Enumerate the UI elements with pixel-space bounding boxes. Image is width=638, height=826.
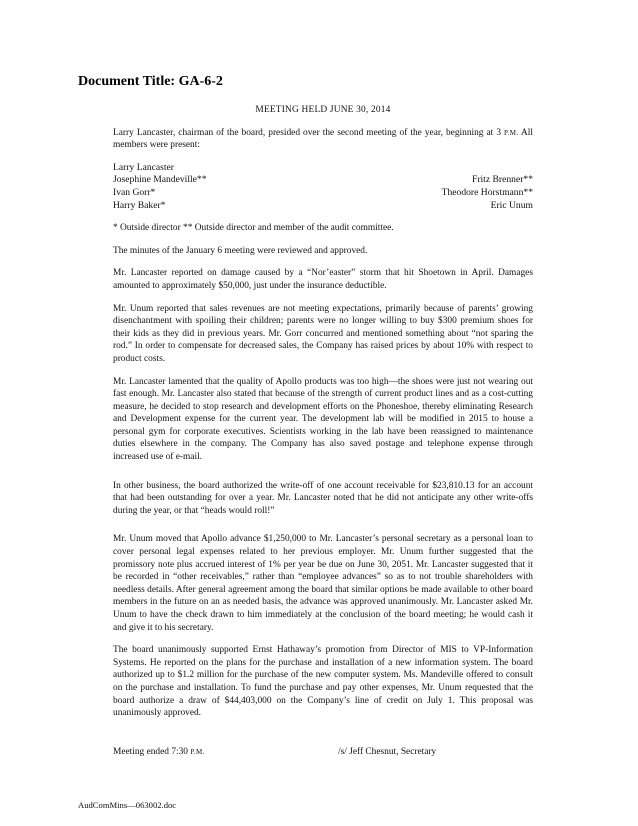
attendee-left: Ivan Gorr* [113, 186, 156, 198]
attendee-row [113, 174, 533, 187]
document-body [113, 104, 533, 758]
paragraph-sales-revenue: Mr. Unum reported that sales revenues are not meeting expectations, primarily because of parents’ growing disenchantment with spoiling their children; parents were no longer willing to buy $300 premium shoes for their kids as they did in previous years. Mr. Gorr concurred and mentioned something about “not sparing the rod.” In order to compensate for decreased sales, the Company has raised prices by about 10% with respect to product costs. [113, 303, 533, 364]
paragraph-information-system: The board unanimously supported Ernst Hathaway’s promotion from Director of MIS to VP-Information Systems. He reported on the plans for the purchase and installation of a new information system. The board authorized up to $1.2 million for the purchase of the new computer system. Ms. Mandeville offered to consult on the purchase and installation. To fund the purchase and pay other expenses, Mr. Unum requested that the board authorize a draw of $44,403,000 on the Company’s line of credit on July 1. This proposal was unanimously approved. [113, 645, 533, 719]
paragraph-storm-damage: Mr. Lancaster reported on damage caused by a “Nor’easter” storm that hit Shoetown in April. Damages amounted to approximately $50,000, just under the insurance deductible. [113, 268, 533, 291]
paragraph-minutes: The minutes of the January 6 meeting were reviewed and approved. [113, 245, 368, 256]
attendee-right: Theodore Horstmann** [441, 186, 533, 198]
director-legend: * Outside director ** Outside director and member of the audit committee. [113, 223, 394, 234]
attendee-list [113, 162, 533, 212]
paragraph-write-off: In other business, the board authorized the write-off of one account receivable for $23,810.13 for an account that had been outstanding for over a year. Mr. Lancaster noted that he did not anticipate any other write-offs during the year, or that “heads would roll!” [113, 480, 533, 516]
meeting-ended-suffix: P.M. [190, 747, 205, 756]
file-footer: AudComMins—063002.doc [78, 800, 177, 810]
attendee-left: Josephine Mandeville** [113, 174, 207, 186]
intro-text-before: Larry Lancaster, chairman of the board, presided over the second meeting of the year, beginning at 3 [113, 127, 505, 138]
paragraph-personal-loan: Mr. Unum moved that Apollo advance $1,250,000 to Mr. Lancaster’s personal secretary as a personal loan to cover personal legal expenses related to her previous employer. Mr. Unum further suggested that the promissory note plus accrued interest of 1% per year be due on June 30, 2051. Mr. Lancaster suggested that it be recorded in “other receivables,” rather than “employee advances” so as to not trouble shareholders with needless details. After general agreement among the board that similar options be made available to other board members in the future on an as needed basis, the advance was approved unanimously. Mr. Lancaster asked Mr. Unum to have the check drawn to him immediately at the conclusion of the board meeting; he would cash it and give it to his secretary. [113, 534, 533, 633]
intro-text-after: All members were present: [113, 127, 533, 151]
intro-time-suffix: P.M. [504, 128, 519, 137]
intro-paragraph [113, 127, 533, 152]
closing-line [113, 746, 533, 759]
attendee-left: Harry Baker* [113, 199, 166, 211]
attendee-row [113, 187, 533, 200]
meeting-heading: MEETING HELD JUNE 30, 2014 [255, 105, 391, 115]
secretary-signature: /s/ Jeff Chesnut, Secretary [338, 746, 437, 757]
paragraph-product-quality: Mr. Lancaster lamented that the quality of Apollo products was too high—the shoes were just not wearing out fast enough. Mr. Lancaster also stated that because of the strength of current product lines and as a cost-cutting measure, he decided to stop research and development efforts on the Phoneshoe, thereby eliminating Research and Development expense for the current year. The development lab will be modified in 2015 to house a personal gym for corporate executives. Scientists working in the lab have been reassigned to maintenance duties elsewhere in the company. The Company has also saved postage and telephone expense through increased use of e-mail. [113, 376, 533, 463]
attendee-row [113, 200, 533, 213]
attendee-right: Fritz Brenner** [471, 174, 533, 186]
attendee-chairman: Larry Lancaster [113, 161, 174, 173]
meeting-ended [113, 746, 338, 759]
document-title: Document Title: GA-6-2 [78, 74, 223, 89]
attendee-right: Eric Unum [490, 199, 533, 211]
meeting-ended-text: Meeting ended 7:30 [113, 746, 191, 757]
